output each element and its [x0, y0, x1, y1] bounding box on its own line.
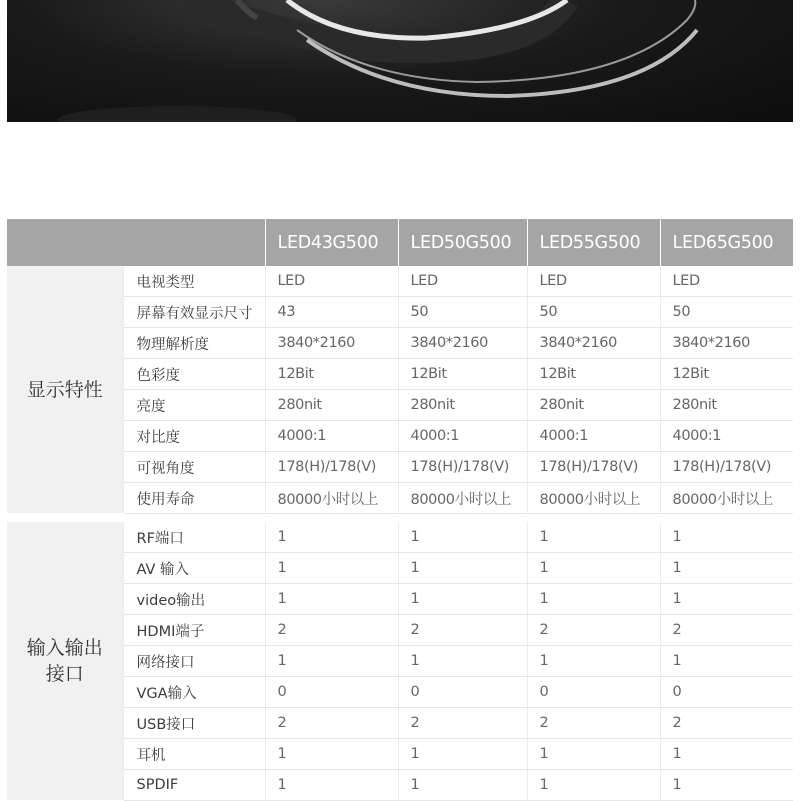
spec-value: 1 [265, 739, 398, 770]
table-row [7, 328, 793, 359]
spec-value: LED [527, 266, 660, 297]
spec-value: 2 [660, 615, 793, 646]
spec-value: 1 [265, 584, 398, 615]
spec-value: 0 [398, 677, 527, 708]
attribute-name: AV 输入 [123, 553, 265, 584]
header-row [7, 219, 793, 266]
spec-value: 1 [660, 584, 793, 615]
spec-value: 2 [527, 615, 660, 646]
spec-value: 1 [660, 646, 793, 677]
spec-value: LED [265, 266, 398, 297]
spec-value: 280nit [527, 390, 660, 421]
spec-value: 80000小时以上 [265, 483, 398, 514]
spec-value: 4000:1 [660, 421, 793, 452]
spec-value: 1 [398, 584, 527, 615]
spec-value: 1 [265, 770, 398, 801]
attribute-name: 可视角度 [123, 452, 265, 483]
spec-value: 178(H)/178(V) [265, 452, 398, 483]
model-header: LED65G500 [660, 219, 793, 266]
table-row [7, 584, 793, 615]
group-spacer [7, 514, 793, 523]
spec-value: 280nit [660, 390, 793, 421]
table-row [7, 553, 793, 584]
spec-value: 2 [398, 615, 527, 646]
header-corner [7, 219, 265, 266]
spec-value: 1 [527, 739, 660, 770]
attribute-name: HDMI端子 [123, 615, 265, 646]
tv-stand-arc-graphic [7, 0, 793, 122]
spec-value: 1 [398, 553, 527, 584]
group-label: 输入输出 接口 [7, 522, 123, 801]
model-header: LED50G500 [398, 219, 527, 266]
spec-table [7, 219, 793, 801]
spec-value: 0 [660, 677, 793, 708]
spec-value: 2 [265, 615, 398, 646]
spec-value: 178(H)/178(V) [660, 452, 793, 483]
spec-value: 12Bit [398, 359, 527, 390]
spec-value: 280nit [265, 390, 398, 421]
spec-value: 43 [265, 297, 398, 328]
attribute-name: RF端口 [123, 522, 265, 553]
table-row [7, 677, 793, 708]
attribute-name: video输出 [123, 584, 265, 615]
spec-value: 1 [527, 522, 660, 553]
spec-value: 178(H)/178(V) [398, 452, 527, 483]
spec-value: 80000小时以上 [398, 483, 527, 514]
spec-value: 2 [398, 708, 527, 739]
spec-value: 2 [660, 708, 793, 739]
spec-value: 3840*2160 [398, 328, 527, 359]
spec-value: 1 [265, 646, 398, 677]
spec-value: 0 [265, 677, 398, 708]
hero-photo [7, 0, 793, 122]
spec-value: 3840*2160 [265, 328, 398, 359]
spec-value: 50 [398, 297, 527, 328]
attribute-name: 网络接口 [123, 646, 265, 677]
spec-value: 1 [527, 553, 660, 584]
spec-value: 2 [265, 708, 398, 739]
spec-value: 3840*2160 [660, 328, 793, 359]
table-row [7, 708, 793, 739]
attribute-name: 耳机 [123, 739, 265, 770]
spec-value: 1 [527, 646, 660, 677]
table-row [7, 452, 793, 483]
table-row [7, 266, 793, 297]
table-row [7, 297, 793, 328]
spec-value: 1 [527, 584, 660, 615]
spec-value: 1 [398, 522, 527, 553]
spec-value: 80000小时以上 [527, 483, 660, 514]
spec-value: 1 [398, 646, 527, 677]
attribute-name: 屏幕有效显示尺寸 [123, 297, 265, 328]
table-row [7, 390, 793, 421]
group-label: 显示特性 [7, 266, 123, 514]
spec-value: 12Bit [527, 359, 660, 390]
spec-value: 0 [527, 677, 660, 708]
table-row [7, 646, 793, 677]
spec-value: 50 [660, 297, 793, 328]
table-row [7, 615, 793, 646]
spec-value: 1 [398, 770, 527, 801]
model-header: LED43G500 [265, 219, 398, 266]
spec-value: 12Bit [265, 359, 398, 390]
spec-value: 1 [660, 553, 793, 584]
model-header: LED55G500 [527, 219, 660, 266]
attribute-name: 电视类型 [123, 266, 265, 297]
table-row [7, 770, 793, 801]
spec-value: 1 [660, 739, 793, 770]
spec-value: 80000小时以上 [660, 483, 793, 514]
spec-value: 280nit [398, 390, 527, 421]
attribute-name: SPDIF [123, 770, 265, 801]
spec-value: 4000:1 [527, 421, 660, 452]
spec-value: 1 [265, 522, 398, 553]
attribute-name: 使用寿命 [123, 483, 265, 514]
spec-value: 1 [527, 770, 660, 801]
attribute-name: 对比度 [123, 421, 265, 452]
attribute-name: USB接口 [123, 708, 265, 739]
spec-value: 4000:1 [398, 421, 527, 452]
table-row [7, 739, 793, 770]
spec-value: LED [398, 266, 527, 297]
table-row [7, 421, 793, 452]
spec-value: 50 [527, 297, 660, 328]
spec-body [7, 266, 793, 801]
spec-value: LED [660, 266, 793, 297]
table-row [7, 522, 793, 553]
spec-value: 1 [398, 739, 527, 770]
spec-value: 2 [527, 708, 660, 739]
spacer-cell [7, 514, 793, 523]
spec-value: 1 [660, 522, 793, 553]
spec-value: 1 [265, 553, 398, 584]
spec-value: 3840*2160 [527, 328, 660, 359]
spec-value: 4000:1 [265, 421, 398, 452]
attribute-name: 物理解析度 [123, 328, 265, 359]
attribute-name: 亮度 [123, 390, 265, 421]
attribute-name: VGA输入 [123, 677, 265, 708]
spec-value: 178(H)/178(V) [527, 452, 660, 483]
spec-value: 12Bit [660, 359, 793, 390]
table-row [7, 483, 793, 514]
table-row [7, 359, 793, 390]
attribute-name: 色彩度 [123, 359, 265, 390]
spec-value: 1 [660, 770, 793, 801]
